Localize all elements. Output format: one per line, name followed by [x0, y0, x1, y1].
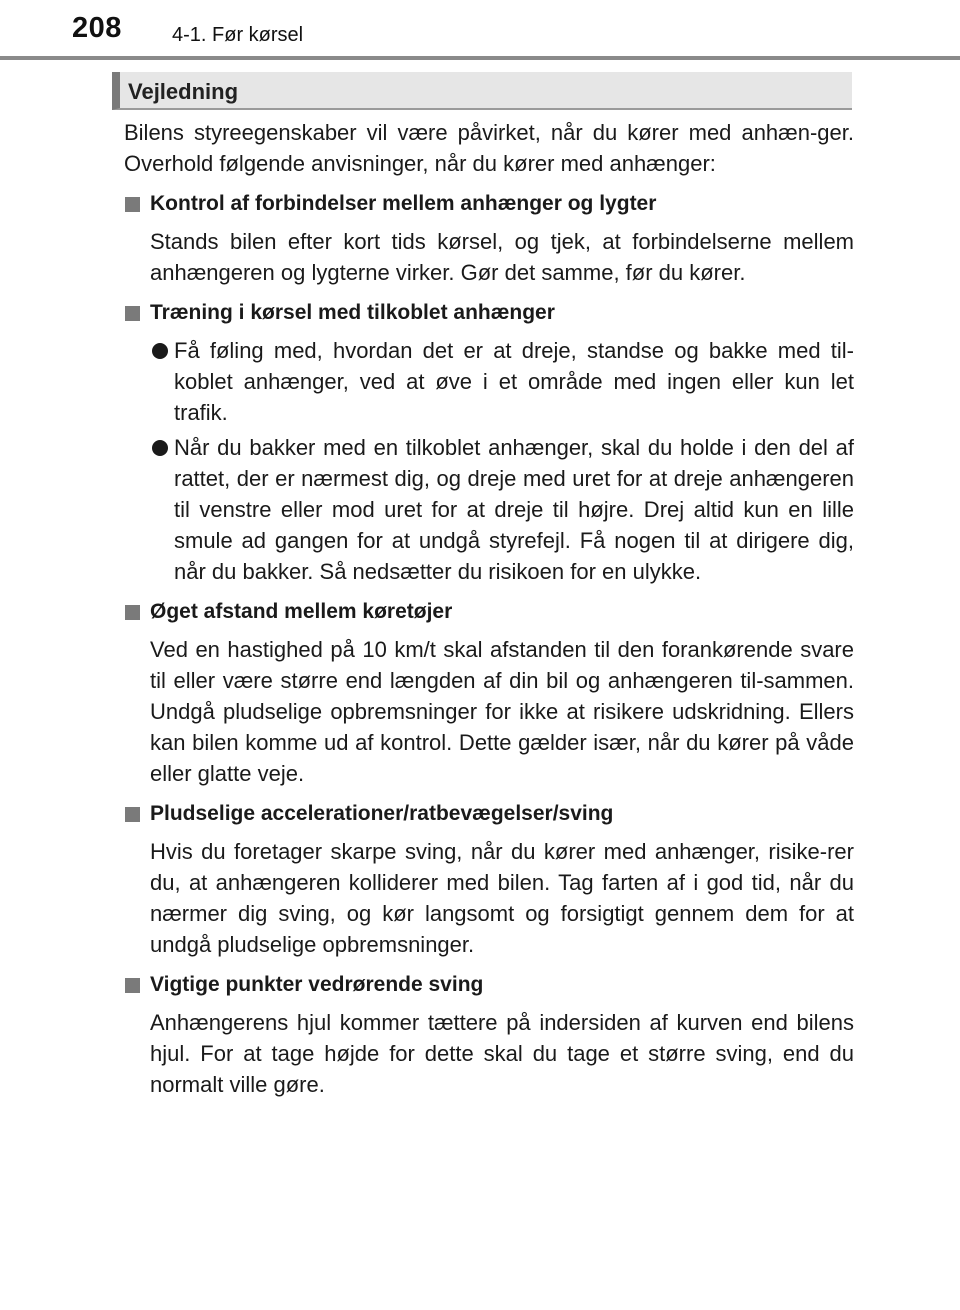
sudden-maneuvers-paragraph: Hvis du foretager skarpe sving, når du kører med anhænger, risike-rer du, at anhængeren kolliderer med bilen. Tag farten af i god tid, når du nærmer dig sving, og kør langsomt og forsigtigt gennem dem for at undgå pludselige opbremsninger.: [150, 839, 854, 957]
section-title: Vejledning: [128, 79, 239, 104]
subheading-practice: [124, 297, 852, 331]
subheading-sudden-maneuvers: [124, 798, 852, 832]
subheading-connections: [124, 188, 852, 222]
round-bullet-icon: [152, 440, 168, 456]
subheading-text: Vigtige punkter vedrørende sving: [150, 973, 484, 996]
square-bullet-icon: [125, 807, 140, 822]
subheading-text: Øget afstand mellem køretøjer: [150, 600, 453, 623]
turning-paragraph: Anhængerens hjul kommer tættere på indersiden af kurven end bilens hjul. For at tage højde for dette skal du tage et større sving, end du normalt ville gøre.: [150, 1010, 854, 1097]
header-rule: [0, 56, 960, 60]
page-number: 208: [72, 12, 122, 44]
section-title-bar: [112, 72, 852, 110]
square-bullet-icon: [125, 605, 140, 620]
connections-paragraph: Stands bilen efter kort tids kørsel, og tjek, at forbindelserne mellem anhængeren og lygterne virker. Gør det samme, før du kører.: [150, 229, 854, 285]
round-bullet-icon: [152, 343, 168, 359]
section-label: 4-1. Før kørsel: [172, 24, 304, 46]
practice-bullet-2: [150, 432, 854, 587]
subheading-text: Kontrol af forbindelser mellem anhænger og lygter: [150, 192, 657, 215]
bullet-text: Få føling med, hvordan det er at dreje, standse og bakke med til-koblet anhænger, ved at øve i et område med ingen eller kun let trafik.: [174, 338, 854, 425]
bullet-text: Når du bakker med en tilkoblet anhænger, skal du holde i den del af rattet, der er nærmest dig, og dreje med uret for at dreje anhængeren til venstre eller mod uret for at dreje til højre. Drej altid kun en lille smule ad gangen for at undgå styrefejl. Få nogen til at dirigere dig, når du bakker. Så nedsætter du risikoen for en ulykke.: [174, 435, 854, 584]
subheading-turning: [124, 969, 852, 1003]
practice-bullet-1: [150, 335, 854, 428]
subheading-distance: [124, 596, 852, 630]
square-bullet-icon: [125, 978, 140, 993]
square-bullet-icon: [125, 197, 140, 212]
intro-paragraph: Bilens styreegenskaber vil være påvirket, når du kører med anhæn-ger. Overhold følgende anvisninger, når du kører med anhænger:: [124, 120, 854, 176]
subheading-text: Pludselige accelerationer/ratbevægelser/sving: [150, 802, 614, 825]
page-content: [112, 72, 852, 1100]
subheading-text: Træning i kørsel med tilkoblet anhænger: [150, 301, 555, 324]
page-header: [0, 0, 960, 62]
distance-paragraph: Ved en hastighed på 10 km/t skal afstanden til den forankørende svare til eller være større end længden af din bil og anhængeren til-sammen. Undgå pludselige opbremsninger for ikke at risikere udskridning. Ellers kan bilen komme ud af kontrol. Dette gælder især, når du kører på våde eller glatte veje.: [150, 637, 854, 786]
square-bullet-icon: [125, 306, 140, 321]
